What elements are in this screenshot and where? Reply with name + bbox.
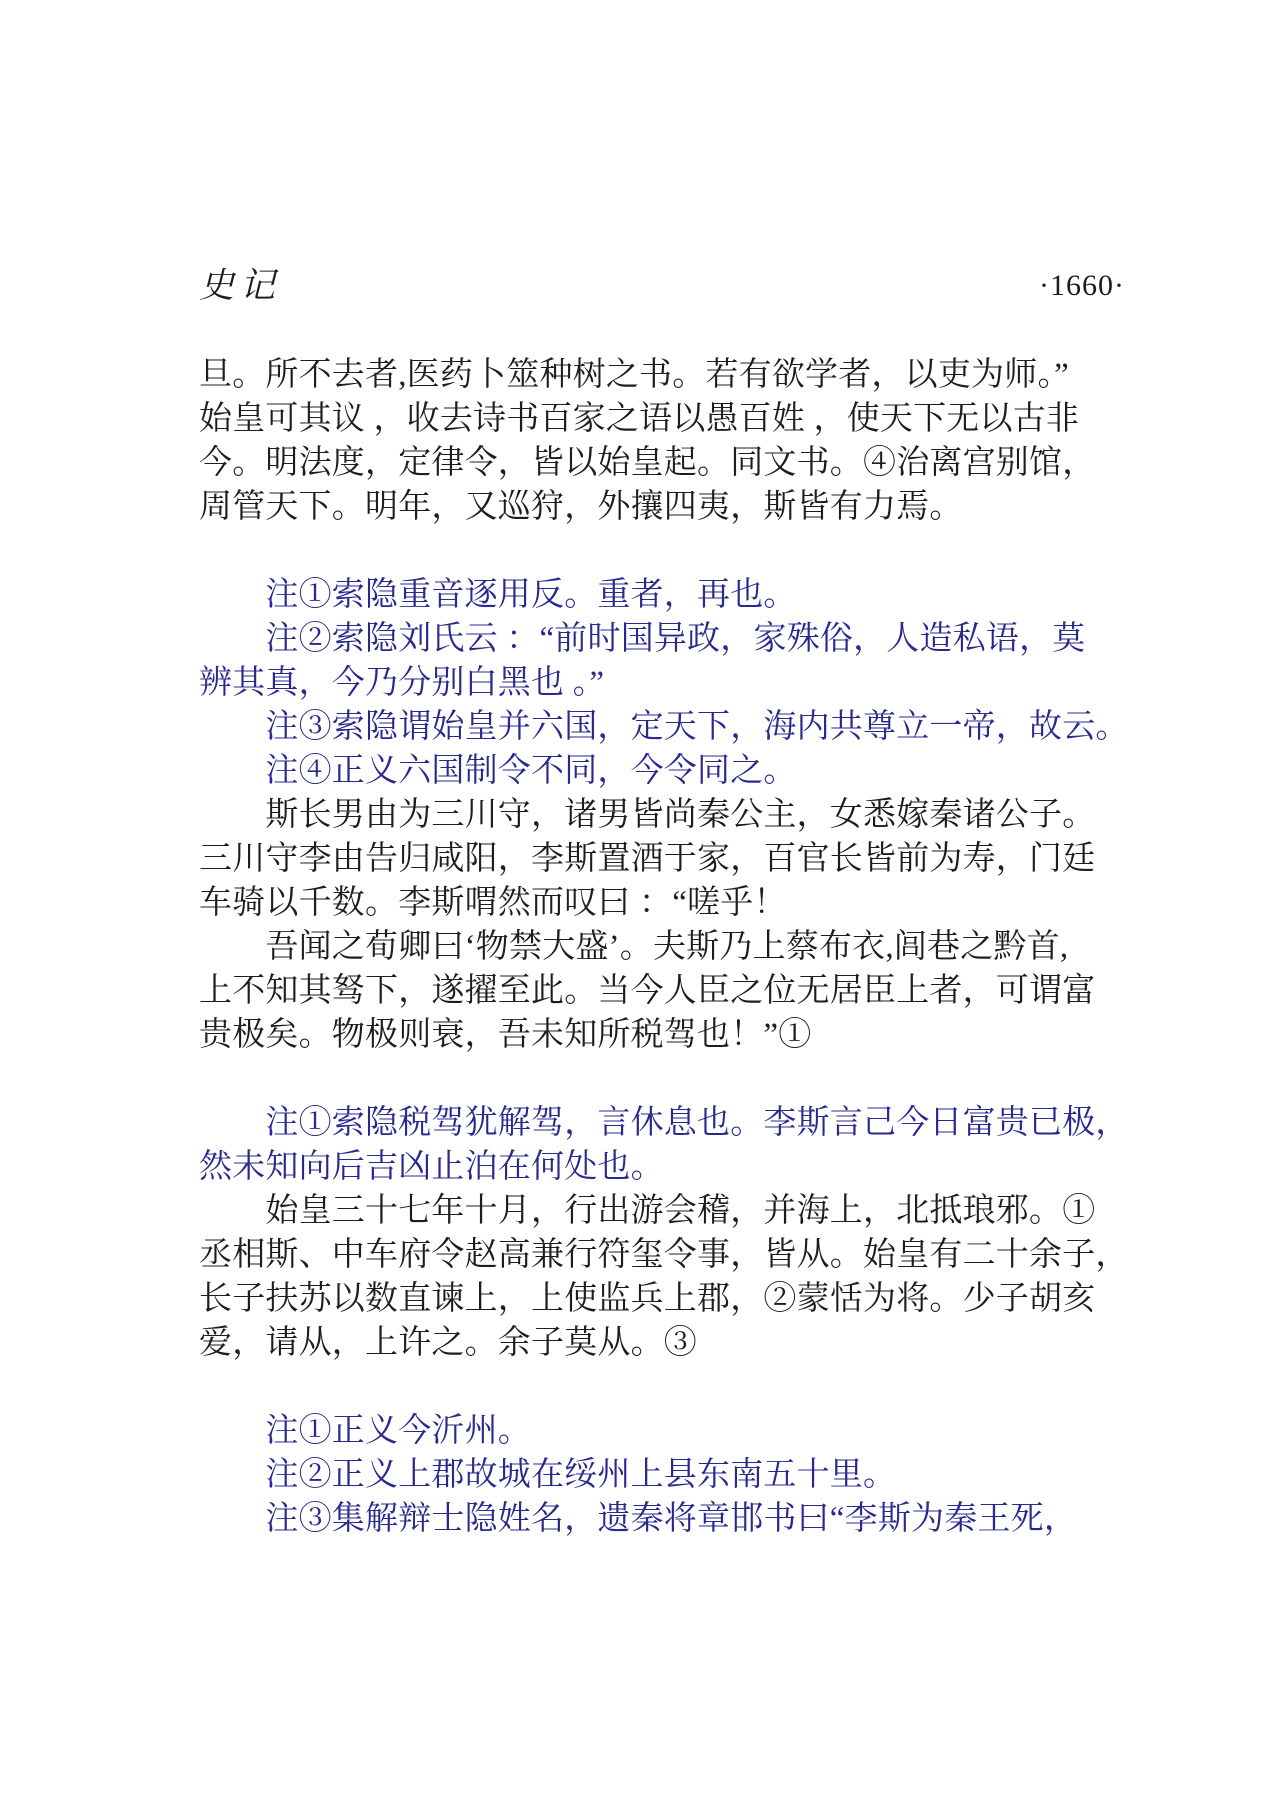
body-line: 旦。所不去者,医药卜筮种树之书。若有欲学者，以吏为师。”	[199, 357, 1069, 393]
note-line: 辨其真，今乃分别白黑也 。”	[199, 665, 605, 701]
page-number: ·1660·	[1039, 269, 1125, 302]
note-line: 然未知向后吉凶止泊在何处也。	[199, 1149, 664, 1185]
body-line: 爱，请从，上许之。余子莫从。③	[199, 1325, 697, 1361]
note-line: 注④正义六国制令不同，今令同之。	[199, 753, 797, 789]
body-line: 长子扶苏以数直谏上，上使监兵上郡，②蒙恬为将。少子胡亥	[199, 1281, 1096, 1317]
body-line: 始皇三十七年十月，行出游会稽，并海上，北抵琅邪。①	[199, 1193, 1096, 1229]
note-line: 注③索隐谓始皇并六国，定天下，海内共尊立一帝，故云。	[199, 709, 1129, 745]
note-line: 注②索隐刘氏云 ：“前时国异政，家殊俗，人造私语，莫	[199, 621, 1086, 657]
body-line: 今。明法度，定律令，皆以始皇起。同文书。④治离宫别馆，	[199, 445, 1096, 481]
book-title: 史记	[199, 266, 282, 305]
blank-line	[199, 529, 1129, 573]
body-line: 斯长男由为三川守，诸男皆尚秦公主，女悉嫁秦诸公子。	[199, 797, 1096, 833]
note-line: 注①索隐重音逐用反。重者，再也。	[199, 577, 797, 613]
blank-line	[199, 1057, 1129, 1101]
note-line: 注①正义今沂州。	[199, 1413, 531, 1449]
body-line: 三川守李由告归咸阳，李斯置酒于家，百官长皆前为寿，门廷	[199, 841, 1096, 877]
body-line: 始皇可其议 ，收去诗书百家之语以愚百姓 ，使天下无以古非	[199, 401, 1080, 437]
note-line: 注③集解辩士隐姓名，遗秦将章邯书曰“李斯为秦王死，	[199, 1501, 1078, 1537]
body-line: 周管天下。明年，又巡狩，外攘四夷，斯皆有力焉。	[199, 489, 963, 525]
body-line: 贵极矣。物极则衰，吾未知所税驾也！”①	[199, 1017, 812, 1053]
body-line: 车骑以千数。李斯喟然而叹曰 ：“嗟乎！	[199, 885, 787, 921]
blank-line	[199, 1365, 1129, 1409]
text-block	[199, 353, 1129, 1541]
body-line: 上不知其驽下，遂擢至此。当今人臣之位无居臣上者，可谓富	[199, 973, 1096, 1009]
body-line: 丞相斯、中车府令赵高兼行符玺令事，皆从。始皇有二十余子，	[199, 1237, 1129, 1273]
body-line: 吾闻之荀卿曰‘物禁大盛’。夫斯乃上蔡布衣,闾巷之黔首,	[199, 929, 1069, 965]
note-line: 注①索隐税驾犹解驾，言休息也。李斯言己今日富贵已极，	[199, 1105, 1129, 1141]
page-header	[199, 266, 1125, 306]
note-line: 注②正义上郡故城在绥州上县东南五十里。	[199, 1457, 897, 1493]
